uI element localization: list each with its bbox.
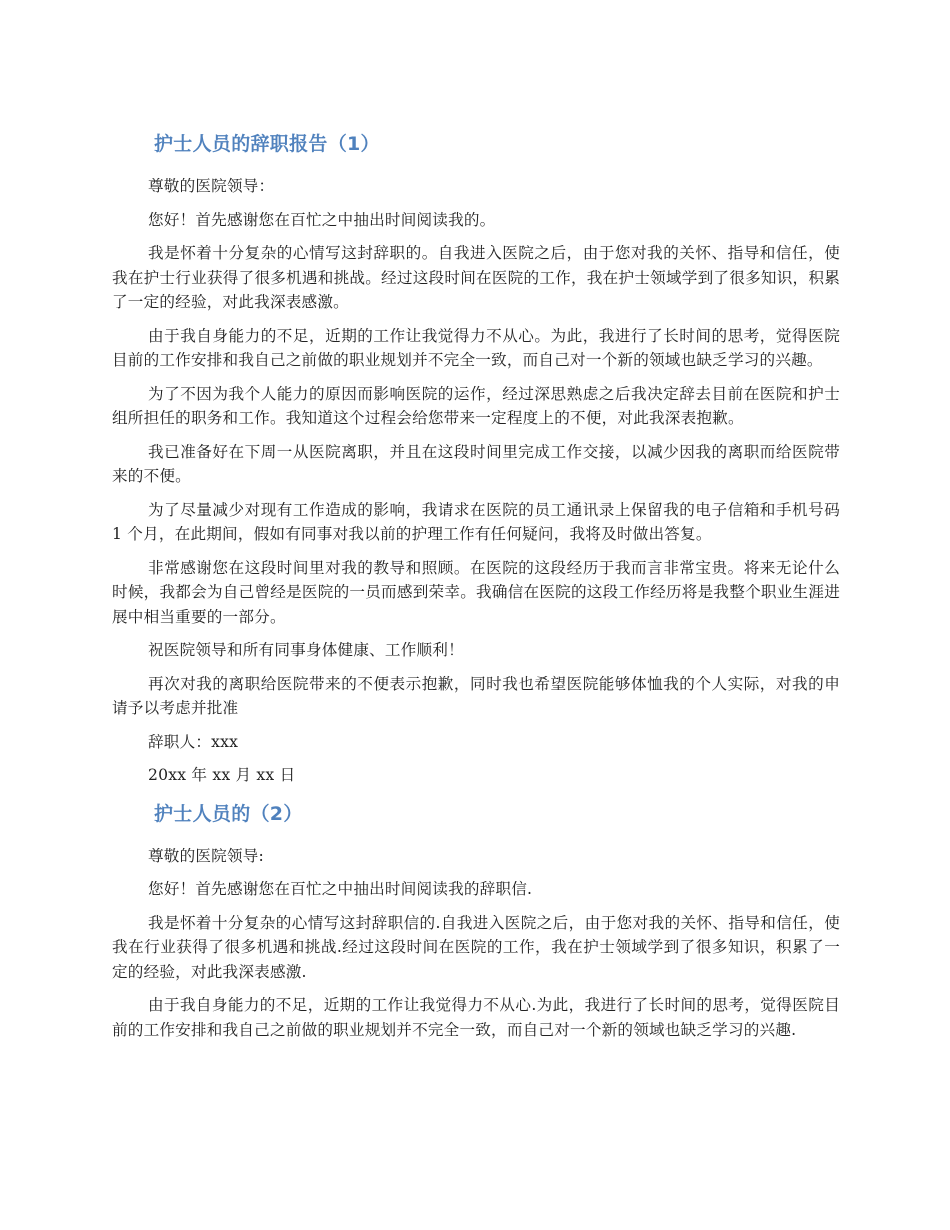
greeting: 您好！首先感谢您在百忙之中抽出时间阅读我的辞职信. — [148, 880, 533, 898]
document-page — [112, 120, 840, 1051]
body-paragraph: 由于我自身能力的不足，近期的工作让我觉得力不从心.为此，我进行了长时间的思考，觉得医院目前的工作安排和我自己之前做的职业规划并不完全一致，而自己对一个新的领域也缺乏学习的兴趣. — [112, 996, 840, 1039]
section-1-title: 护士人员的辞职报告（1） — [154, 133, 380, 155]
section-2-title: 护士人员的（2） — [154, 802, 303, 825]
body-paragraph: 我是怀着十分复杂的心情写这封辞职的。自我进入医院之后，由于您对我的关怀、指导和信任，使我在护士行业获得了很多机遇和挑战。经过这段时间在医院的工作，我在护士领域学到了很多知识，积累了一定的经验，对此我深表感激。 — [112, 244, 840, 311]
date-line: 20xx 年 xx 月 xx 日 — [148, 766, 296, 784]
body-paragraph: 再次对我的离职给医院带来的不便表示抱歉，同时我也希望医院能够体恤我的个人实际，对我的申请予以考虑并批准 — [112, 674, 840, 717]
resignation-letter-1 — [112, 128, 840, 788]
resignation-letter-2 — [112, 798, 840, 1043]
body-paragraph: 为了尽量减少对现有工作造成的影响，我请求在医院的员工通讯录上保留我的电子信箱和手机号码 1 个月，在此期间，假如有同事对我以前的护理工作有任何疑问，我将及时做出答复。 — [112, 500, 840, 543]
body-paragraph: 为了不因为我个人能力的原因而影响医院的运作，经过深思熟虑之后我决定辞去目前在医院和护士组所担任的职务和工作。我知道这个过程会给您带来一定程度上的不便，对此我深表抱歉。 — [112, 384, 840, 427]
salutation: 尊敬的医院领导: — [148, 846, 265, 865]
closing-wish: 祝医院领导和所有同事身体健康、工作顺利！ — [148, 641, 464, 659]
body-paragraph: 我是怀着十分复杂的心情写这封辞职信的.自我进入医院之后，由于您对我的关怀、指导和信任，使我在行业获得了很多机遇和挑战.经过这段时间在医院的工作，我在护士领域学到了很多知识，积累了一定的经验，对此我深表感激. — [112, 913, 840, 981]
greeting: 您好！首先感谢您在百忙之中抽出时间阅读我的。 — [148, 210, 496, 229]
body-paragraph: 非常感谢您在这段时间里对我的教导和照顾。在医院的这段经历于我而言非常宝贵。将来无论什么时候，我都会为自己曾经是医院的一员而感到荣幸。我确信在医院的这段工作经历将是我整个职业生涯进展中相当重要的一部分。 — [112, 558, 840, 626]
body-paragraph: 我已准备好在下周一从医院离职，并且在这段时间里完成工作交接，以减少因我的离职而给医院带来的不便。 — [112, 442, 840, 485]
signature-line: 辞职人：xxx — [148, 732, 239, 751]
body-paragraph: 由于我自身能力的不足，近期的工作让我觉得力不从心。为此，我进行了长时间的思考，觉得医院目前的工作安排和我自己之前做的职业规划并不完全一致，而自己对一个新的领域也缺乏学习的兴趣。 — [112, 326, 840, 369]
salutation: 尊敬的医院领导： — [148, 177, 275, 195]
